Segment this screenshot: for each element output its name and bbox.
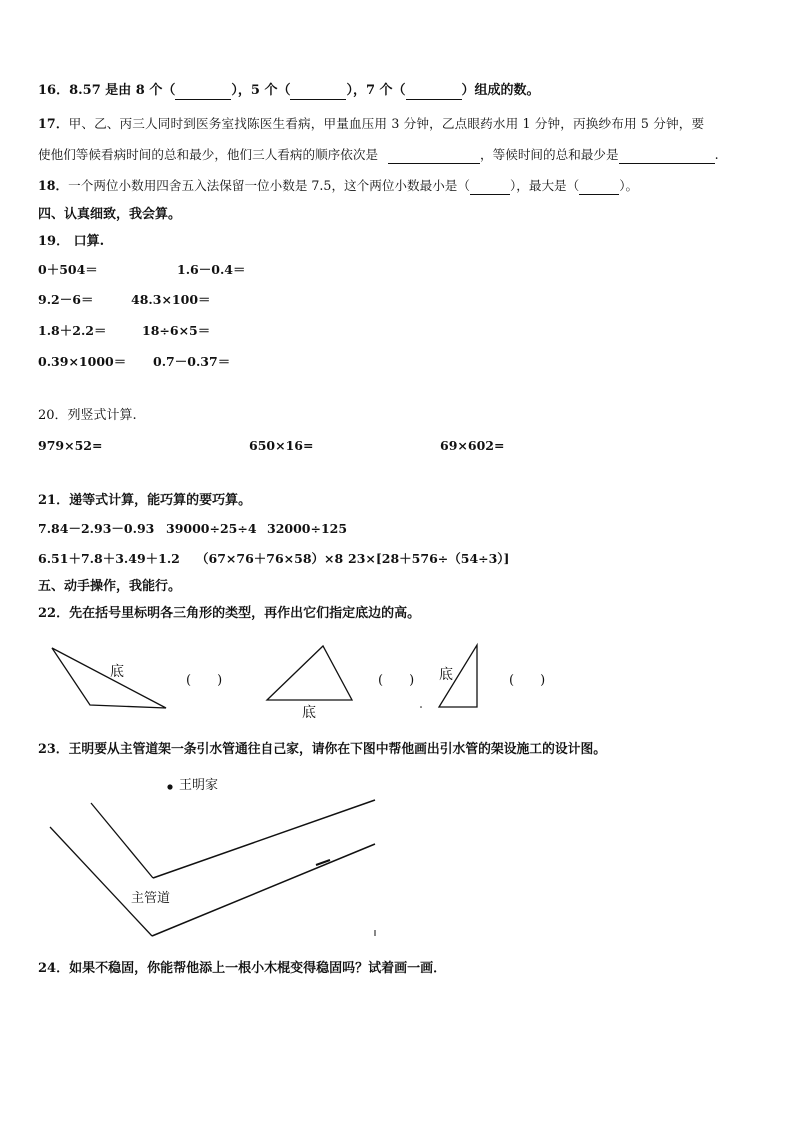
triangle-acute [267, 646, 352, 700]
pipe-edge-inner-long [153, 800, 375, 878]
question-number: 16． [38, 83, 70, 98]
question-text: 甲、乙、丙三人同时到医务室找陈医生看病，甲量血压用 3 分钟，乙点眼药水用 1 分钟，丙换纱布用 5 分钟，要 [68, 116, 705, 131]
question-text: ），最大是（ [509, 178, 580, 193]
question-number: 18． [38, 178, 69, 193]
question-text: ），7 个（ [346, 83, 406, 98]
question-number: 17． [38, 116, 69, 131]
expression: 7.84－2.93－0.93 [38, 521, 155, 536]
triangle-base-label: 底 [110, 664, 124, 680]
type-answer-blank[interactable]: ( ) [378, 673, 415, 688]
expression: 0.7－0.37＝ [153, 354, 231, 369]
expression: 1.8＋2.2＝ [38, 323, 107, 338]
expression: 69×602= [440, 438, 505, 453]
section-heading-5: 五、动手操作，我能行。 [38, 579, 182, 594]
expression: 39000÷25÷4 [166, 521, 257, 536]
section-heading-4: 四、认真细致，我会算。 [38, 207, 182, 222]
expression: 18÷6×5＝ [142, 323, 211, 338]
pipe-mark [316, 860, 330, 865]
expression: （67×76＋76×58）×8 [196, 551, 344, 566]
expression: 23×[28＋576÷（54÷3）] [348, 551, 510, 566]
pipe-edge-outer-long [152, 844, 375, 936]
type-answer-blank[interactable]: ( ) [186, 673, 223, 688]
question-text: 8.57 是由 8 个（ [69, 83, 176, 98]
expression: 9.2－6＝ [38, 292, 94, 307]
expression: 0＋504＝ [38, 262, 98, 277]
question-text: . [714, 147, 719, 162]
question-text: ，等候时间的总和最少是 [480, 147, 619, 162]
question-text: ）组成的数。 [461, 83, 540, 98]
question-19-title: 19． 口算. [38, 234, 105, 249]
question-23-title: 23．王明要从主管道架一条引水管通往自己家，请你在下图中帮他画出引水管的架设施工的设计图。 [38, 742, 607, 757]
expression: 1.6－0.4＝ [177, 262, 246, 277]
pipe-edge-inner-slant [91, 803, 153, 878]
house-label: 王明家 [179, 778, 219, 793]
question-24-title: 24．如果不稳固，你能帮他添上一根小木棍变得稳固吗？试着画一画． [38, 961, 447, 976]
expression: 6.51＋7.8＋3.49＋1.2 [38, 551, 180, 566]
type-answer-blank[interactable]: ( ) [509, 673, 546, 688]
expression: 650×16= [249, 438, 314, 453]
house-dot [167, 784, 172, 789]
triangle-base-label: 底 [302, 705, 316, 721]
question-text: ）。 [619, 178, 639, 193]
expression: 32000÷125 [267, 521, 348, 536]
expression: 48.3×100＝ [131, 292, 211, 307]
expression: 0.39×1000＝ [38, 354, 127, 369]
stray-dot [420, 706, 422, 708]
triangle-base-label: 底 [439, 667, 453, 683]
question-20-title: 20．列竖式计算. [38, 408, 137, 423]
question-21-title: 21．递等式计算，能巧算的要巧算。 [38, 493, 252, 508]
question-22-title: 22．先在括号里标明各三角形的类型，再作出它们指定底边的高。 [38, 606, 421, 621]
question-text: 一个两位小数用四舍五入法保留一位小数是 7.5，这个两位小数最小是（ [68, 178, 470, 193]
pipe-edge-outer-slant [50, 827, 152, 936]
pipe-label: 主管道 [131, 891, 171, 906]
question-text: ），5 个（ [231, 83, 291, 98]
expression: 979×52= [38, 438, 103, 453]
question-text: 使他们等候看病时间的总和最少，他们三人看病的顺序依次是 [38, 147, 379, 162]
triangle-obtuse [52, 648, 166, 708]
